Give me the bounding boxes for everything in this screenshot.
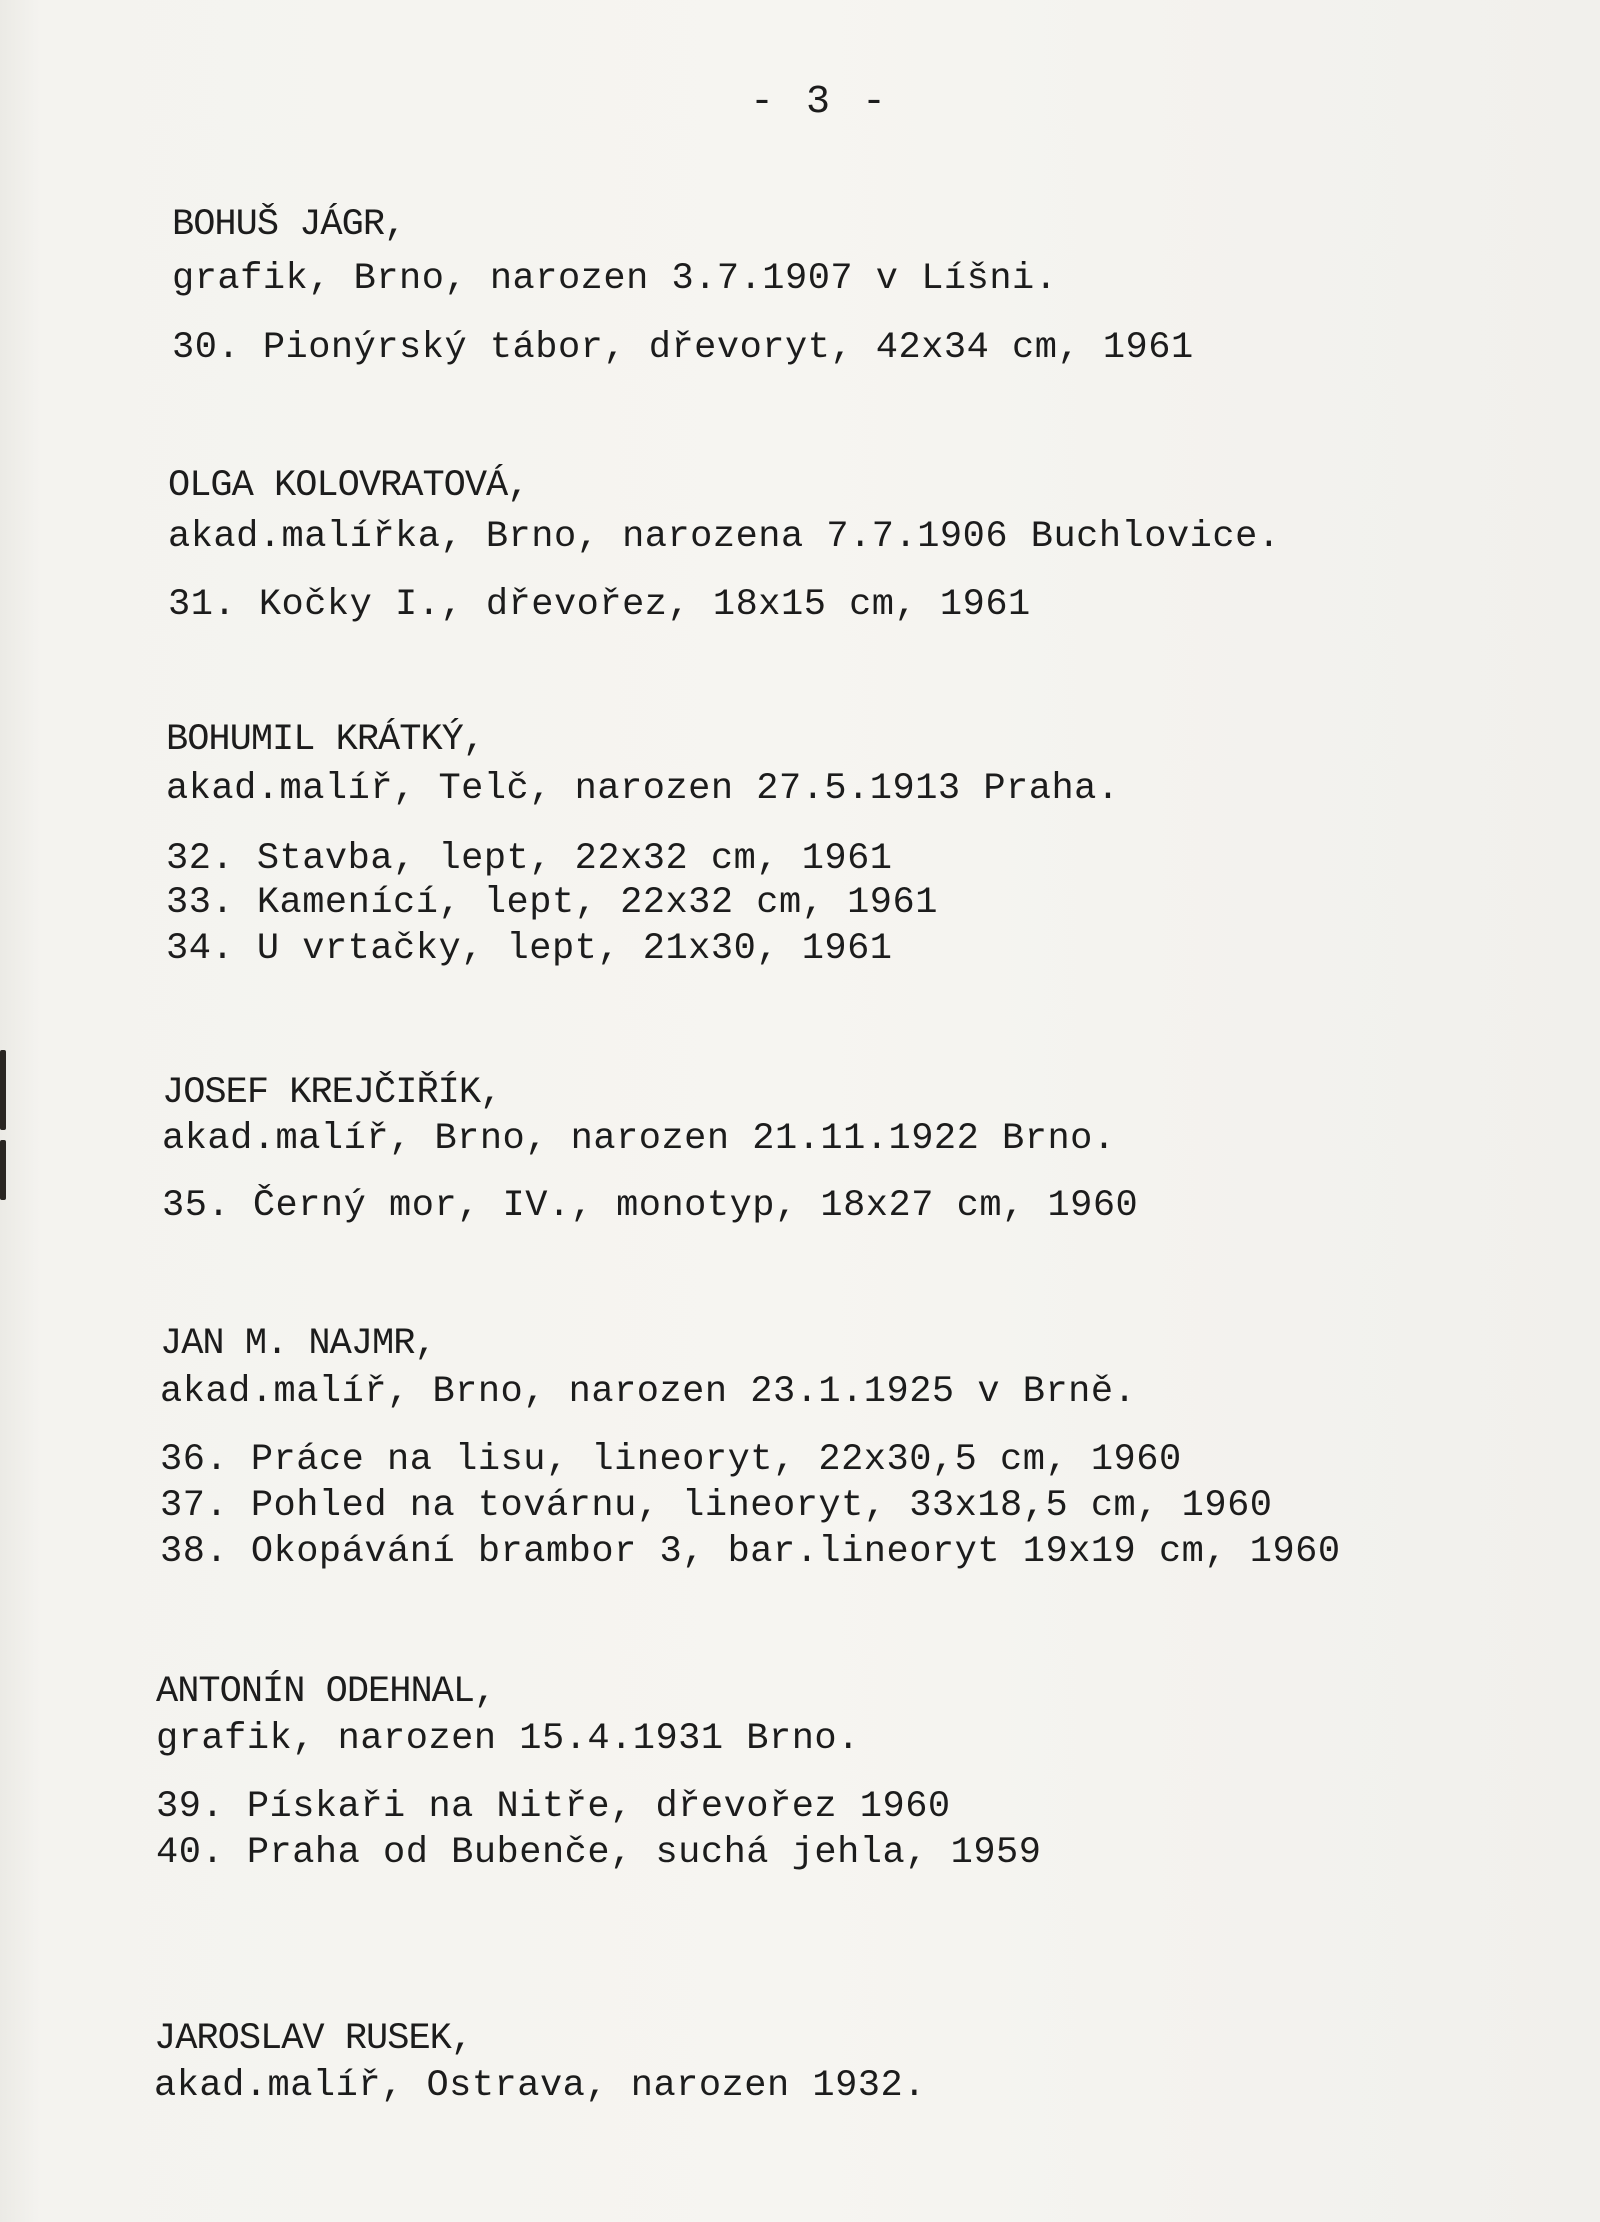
artist-info: grafik, narozen 15.4.1931 Brno. [156,1718,860,1760]
artist-info: akad.malíř, Telč, narozen 27.5.1913 Praha. [166,768,1120,810]
page-number: - 3 - [750,80,891,125]
work-entry: 33. Kamenící, lept, 22x32 cm, 1961 [166,882,938,924]
artist-name: BOHUMIL KRÁTKÝ, [166,719,485,761]
work-entry: 40. Praha od Bubenče, suchá jehla, 1959 [156,1832,1042,1874]
work-entry: 39. Pískaři na Nitře, dřevořez 1960 [156,1786,951,1828]
work-entry: 31. Kočky I., dřevořez, 18x15 cm, 1961 [168,584,1031,626]
artist-name: JOSEF KREJČIŘÍK, [162,1072,502,1114]
work-entry: 37. Pohled na továrnu, lineoryt, 33x18,5 cm, 1960 [160,1485,1273,1527]
binding-mark [0,1140,6,1200]
work-entry: 38. Okopávání brambor 3, bar.lineoryt 19x19 cm, 1960 [160,1531,1341,1573]
artist-name: JAN M. NAJMR, [160,1323,436,1365]
work-entry: 34. U vrtačky, lept, 21x30, 1961 [166,928,893,970]
artist-name: ANTONÍN ODEHNAL, [156,1671,496,1713]
work-entry: 36. Práce na lisu, lineoryt, 22x30,5 cm, 1960 [160,1439,1182,1481]
artist-info: grafik, Brno, narozen 3.7.1907 v Líšni. [172,258,1058,300]
artist-name: BOHUŠ JÁGR, [172,204,406,246]
artist-name: OLGA KOLOVRATOVÁ, [168,465,529,507]
artist-info: akad.malíř, Brno, narozen 21.11.1922 Brno. [162,1118,1116,1160]
work-entry: 32. Stavba, lept, 22x32 cm, 1961 [166,838,893,880]
work-entry: 30. Pionýrský tábor, dřevoryt, 42x34 cm, 1961 [172,327,1194,369]
work-entry: 35. Černý mor, IV., monotyp, 18x27 cm, 1960 [162,1185,1139,1227]
artist-info: akad.malíř, Brno, narozen 23.1.1925 v Brně. [160,1371,1137,1413]
artist-info: akad.malíř, Ostrava, narozen 1932. [154,2065,926,2107]
artist-info: akad.malířka, Brno, narozena 7.7.1906 Buchlovice. [168,516,1281,558]
artist-name: JAROSLAV RUSEK, [154,2018,473,2060]
binding-mark [0,1050,6,1130]
